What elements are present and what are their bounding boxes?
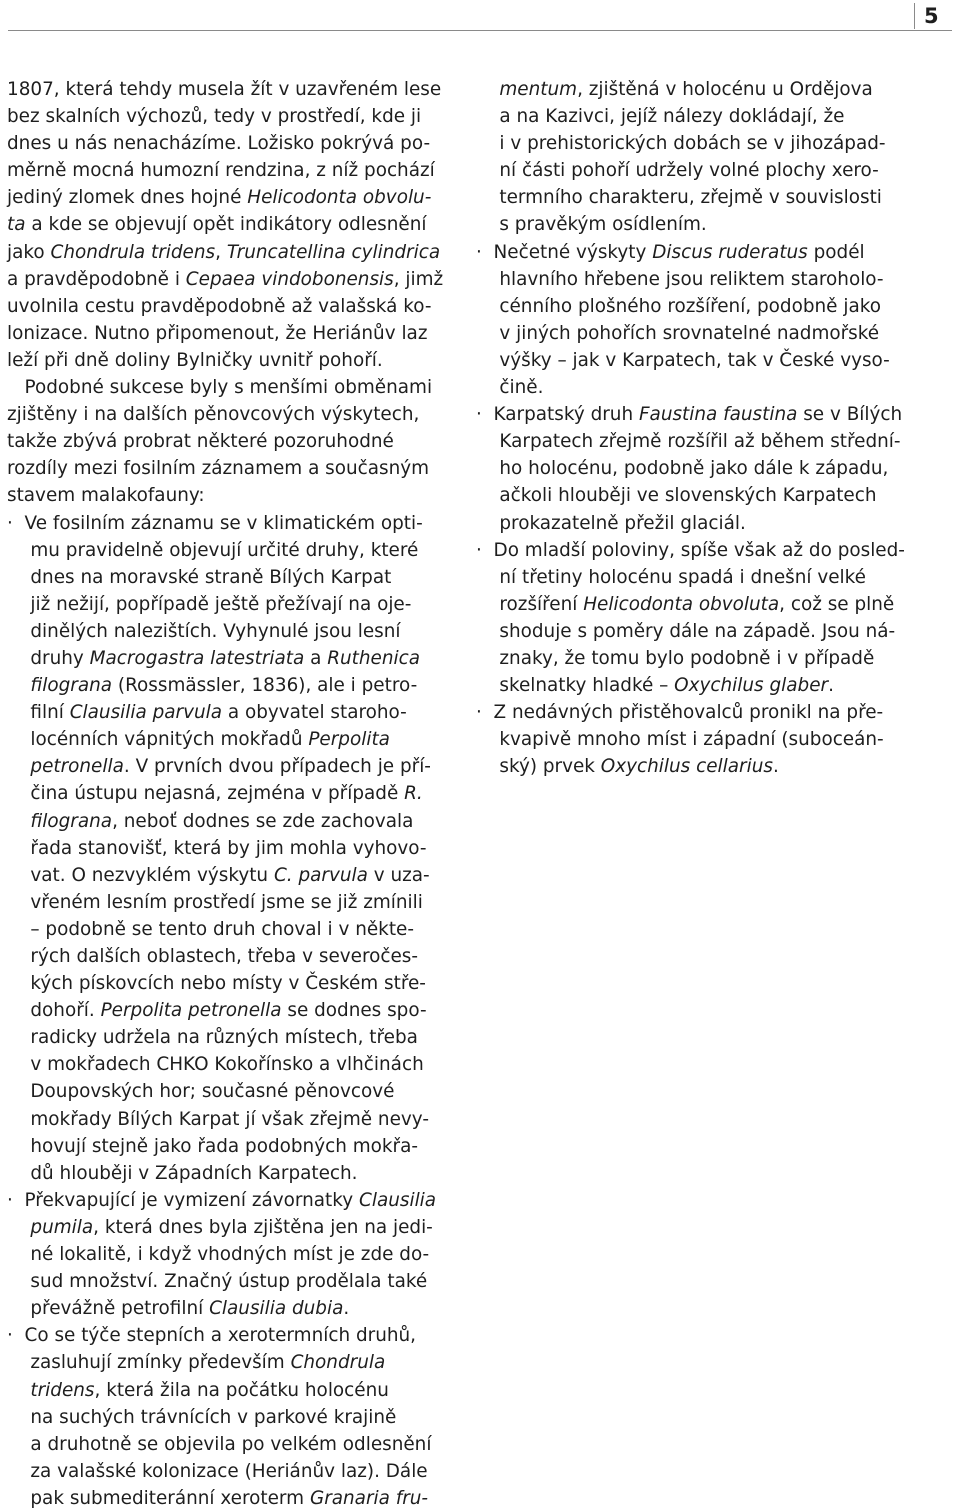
text-segment: a: [304, 647, 328, 669]
text-line: [7, 591, 445, 618]
text-segment: termního charakteru, zřejmě v souvislosti: [476, 187, 882, 209]
text-line: [7, 1133, 445, 1160]
text-segment: ho holocénu, podobně jako dále k západu,: [476, 458, 889, 480]
text-segment: , která žila na počátku holocénu: [94, 1379, 389, 1401]
text-line: [476, 239, 920, 266]
text-segment: dohoří.: [7, 1000, 101, 1022]
species-name: Macrogastra latestriata: [89, 647, 305, 669]
text-segment: v mokřadech CHKO Kokořínsko a vlhčinách: [7, 1054, 424, 1076]
text-line: [476, 293, 920, 320]
text-line: [7, 1485, 445, 1512]
text-segment: bez skalních výchozů, tedy v prostředí, kde ji: [7, 106, 422, 128]
species-name: Oxychilus cellarius: [600, 756, 773, 778]
text-segment: filní: [7, 702, 70, 724]
text-segment: s pravěkým osídlením.: [476, 214, 707, 236]
text-segment: – podobně se tento druh choval i v někte-: [7, 918, 414, 940]
text-segment: mokřady Bílých Karpat jí však zřejmě nevy-: [7, 1108, 429, 1130]
text-segment: · Do mladší poloviny, spíše však až do posled-: [476, 539, 905, 561]
text-segment: jediný zlomek dnes hojné: [7, 187, 248, 209]
text-line: [7, 862, 445, 889]
text-segment: převážně petrofilní: [7, 1298, 210, 1320]
species-name: Discus ruderatus: [652, 241, 808, 263]
text-segment: né lokalitě, i když vhodných míst je zde do-: [7, 1244, 430, 1266]
text-line: [476, 645, 920, 672]
text-segment: ,: [215, 241, 227, 263]
text-line: [7, 157, 445, 184]
text-segment: již nežijí, popřípadě ještě přežívají na oje-: [7, 593, 412, 615]
text-segment: · Z nedávných přistěhovalců pronikl na pře-: [476, 702, 884, 724]
text-line: [476, 320, 920, 347]
text-segment: na suchých trávnících v parkové krajině: [7, 1406, 397, 1428]
text-segment: zasluhují zmínky především: [7, 1352, 291, 1374]
text-line: [7, 1431, 445, 1458]
text-line: [476, 184, 920, 211]
text-segment: skelnatky hladké –: [476, 675, 675, 697]
text-segment: . V prvních dvou případech je pří-: [123, 756, 431, 778]
species-name: Truncatellina cylindrica: [226, 241, 441, 263]
text-segment: se v Bílých: [797, 404, 903, 426]
text-segment: , což se plně: [779, 593, 895, 615]
text-segment: a obyvatel staroho-: [222, 702, 407, 724]
text-segment: Karpatech zřejmě rozšířil až během střední-: [476, 431, 901, 453]
text-segment: .: [772, 756, 779, 778]
text-segment: sud množství. Značný ústup prodělala také: [7, 1271, 428, 1293]
text-line: [7, 211, 445, 238]
text-line: [7, 1187, 445, 1214]
text-segment: hlavního hřebene jsou reliktem staroholo-: [476, 268, 884, 290]
text-segment: , zjištěná v holocénu u Ordějova: [577, 79, 873, 100]
text-segment: , která dnes byla zjištěna jen na jedi-: [93, 1216, 433, 1238]
species-name: mentum: [499, 79, 578, 100]
text-segment: i v prehistorických dobách se v jihozápad-: [476, 133, 886, 155]
text-line: [7, 130, 445, 157]
text-segment: dinělých nalezištích. Vyhynulé jsou lesní: [7, 620, 401, 642]
species-name: ta: [7, 214, 26, 236]
text-segment: shoduje s poměry dále na západě. Jsou ná-: [476, 620, 896, 642]
text-line: [7, 239, 445, 266]
text-line: [7, 753, 445, 780]
text-line: [7, 726, 445, 753]
text-line: [476, 401, 920, 428]
text-segment: a kde se objevují opět indikátory odlesnění: [25, 214, 427, 236]
text-segment: , jimž: [393, 268, 444, 290]
text-segment: ský) prvek: [476, 756, 601, 778]
text-segment: (Rossmässler, 1836), ale i petro-: [112, 675, 418, 697]
text-line: [476, 672, 920, 699]
header-rule: [8, 30, 952, 31]
text-segment: takže zbývá probrat některé pozoruhodné: [7, 431, 394, 453]
text-line: [7, 1051, 445, 1078]
text-segment: mu pravidelně objevují určité druhy, které: [7, 539, 419, 561]
text-line: [476, 564, 920, 591]
species-name: Perpolita petronella: [100, 1000, 282, 1022]
text-line: [7, 347, 445, 374]
text-line: [7, 997, 445, 1024]
text-segment: čině.: [476, 377, 544, 399]
text-segment: dů hlouběji v Západních Karpatech.: [7, 1162, 358, 1184]
text-line: [476, 347, 920, 374]
species-name: petronella: [30, 756, 124, 778]
text-segment: .: [343, 1298, 350, 1320]
text-line: [7, 1322, 445, 1349]
species-name: filograna: [30, 675, 113, 697]
text-line: [7, 672, 445, 699]
text-line: [476, 753, 920, 780]
text-segment: Podobné sukcese byly s menšími obměnami: [7, 377, 433, 399]
text-segment: [7, 1217, 30, 1238]
text-line: [476, 374, 920, 401]
text-segment: vat. O nezvyklém výskytu: [7, 864, 274, 886]
text-segment: dnes u nás nenacházíme. Ložisko pokrývá po-: [7, 133, 431, 155]
text-segment: [476, 79, 499, 100]
text-line: [7, 1160, 445, 1187]
species-name: Clausilia parvula: [69, 702, 223, 724]
text-line: [7, 889, 445, 916]
species-name: Chondrula tridens: [50, 241, 216, 263]
species-name: tridens: [30, 1379, 95, 1401]
text-segment: uvolnila cestu pravděpodobně až valašská ko-: [7, 295, 432, 317]
text-segment: řada stanovišť, která by jim mohla vyhovo-: [7, 837, 427, 859]
text-line: [7, 482, 445, 509]
text-segment: · Co se týče stepních a xerotermních druhů,: [7, 1325, 417, 1347]
left-text-column: [7, 76, 445, 1512]
text-line: [7, 455, 445, 482]
text-segment: kých pískovcích nebo místy v Českém stře-: [7, 973, 426, 995]
page-number-divider: [914, 3, 915, 29]
text-line: [476, 699, 920, 726]
species-name: Helicodonta obvoluta: [583, 593, 780, 615]
text-segment: podél: [807, 241, 865, 263]
text-line: [476, 103, 920, 130]
text-segment: měrně mocná humozní rendzina, z níž pochází: [7, 160, 435, 182]
text-segment: ačkoli hlouběji ve slovenských Karpatech: [476, 485, 877, 507]
text-segment: hovují stejně jako řada podobných mokřa-: [7, 1135, 418, 1157]
text-segment: za valašské kolonizace (Heriánův laz). Dále: [7, 1460, 428, 1482]
text-segment: , neboť dodnes se zde zachovala: [112, 810, 414, 832]
text-segment: cénního plošného rozšíření, podobně jako: [476, 295, 881, 317]
text-segment: · Nečetné výskyty: [476, 241, 653, 263]
text-segment: · Ve fosilním záznamu se v klimatickém opti-: [7, 512, 423, 534]
text-line: [476, 157, 920, 184]
text-line: [7, 835, 445, 862]
text-segment: rých dalších oblastech, třeba v severočes-: [7, 946, 419, 967]
text-line: [476, 266, 920, 293]
text-line: [476, 618, 920, 645]
text-line: [7, 1106, 445, 1133]
text-segment: pak submediteránní xeroterm: [7, 1487, 310, 1509]
text-line: [7, 808, 445, 835]
page-number: 5: [924, 4, 939, 28]
text-segment: ní třetiny holocénu spadá i dnešní velké: [476, 566, 866, 588]
text-line: [7, 970, 445, 997]
text-line: [7, 1268, 445, 1295]
text-line: [7, 916, 445, 943]
text-line: [7, 320, 445, 347]
text-segment: 1807, která tehdy musela žít v uzavřeném lese: [7, 79, 442, 100]
text-segment: stavem malakofauny:: [7, 485, 205, 507]
species-name: Chondrula: [290, 1352, 386, 1374]
text-segment: ní části pohoří udržely volné plochy xero-: [476, 160, 879, 182]
text-segment: · Karpatský druh: [476, 404, 639, 426]
text-segment: čina ústupu nejasná, zejména v případě: [7, 783, 405, 805]
text-line: [7, 1404, 445, 1431]
text-line: [7, 645, 445, 672]
text-line: [7, 1214, 445, 1241]
text-segment: a pravděpodobně i: [7, 268, 186, 290]
text-line: [7, 699, 445, 726]
species-name: Ruthenica: [327, 647, 420, 669]
species-name: Clausilia: [359, 1189, 437, 1211]
species-name: R.: [404, 783, 423, 805]
text-segment: .: [828, 675, 834, 697]
text-segment: rozdíly mezi fosilním záznamem a současným: [7, 458, 430, 480]
text-line: [7, 184, 445, 211]
text-segment: · Překvapující je vymizení závornatky: [7, 1189, 359, 1211]
text-segment: dnes na moravské straně Bílých Karpat: [7, 566, 392, 588]
text-segment: leží při dně doliny Bylničky uvnitř pohoří.: [7, 349, 383, 371]
species-name: Faustina faustina: [638, 404, 798, 426]
species-name: Oxychilus glaber: [674, 675, 829, 697]
text-line: [7, 943, 445, 970]
species-name: Helicodonta obvolu-: [247, 187, 432, 209]
species-name: Cepaea vindobonensis: [185, 268, 394, 290]
text-segment: kvapivě mnoho míst i západní (suboceán-: [476, 729, 884, 751]
species-name: Perpolita: [308, 729, 390, 751]
text-segment: [7, 1380, 30, 1401]
text-line: [7, 293, 445, 320]
text-line: [476, 428, 920, 455]
text-segment: výšky – jak v Karpatech, tak v České vyso-: [476, 349, 890, 371]
text-line: [7, 1377, 445, 1404]
text-line: [7, 510, 445, 537]
text-line: [476, 591, 920, 618]
text-line: [476, 455, 920, 482]
text-line: [7, 1458, 445, 1485]
species-name: filograna: [30, 810, 113, 832]
text-segment: prokazatelně přežil glaciál.: [476, 512, 746, 534]
text-line: [476, 130, 920, 157]
text-line: [7, 1241, 445, 1268]
text-line: [476, 211, 920, 238]
text-line: [7, 1295, 445, 1322]
text-line: [476, 510, 920, 537]
text-line: [476, 482, 920, 509]
text-line: [7, 266, 445, 293]
text-segment: a druhotně se objevila po velkém odlesnění: [7, 1433, 432, 1455]
species-name: C. parvula: [273, 864, 368, 886]
text-line: [7, 1078, 445, 1105]
text-line: [7, 564, 445, 591]
text-segment: Doupovských hor; současné pěnovcové: [7, 1081, 395, 1103]
text-segment: locénních vápnitých mokřadů: [7, 729, 309, 751]
right-text-column: [476, 76, 920, 780]
species-name: pumila: [30, 1216, 94, 1238]
text-segment: znaky, že tomu bylo podobně i v případě: [476, 647, 875, 669]
text-segment: zjištěny i na dalších pěnovcových výskytech,: [7, 404, 420, 426]
text-segment: lonizace. Nutno připomenout, že Heriánův laz: [7, 322, 428, 344]
text-line: [476, 726, 920, 753]
text-segment: [7, 811, 30, 832]
text-segment: druhy: [7, 647, 90, 669]
text-segment: v jiných pohořích srovnatelné nadmořské: [476, 322, 880, 344]
text-line: [476, 76, 920, 103]
text-line: [7, 1349, 445, 1376]
text-line: [7, 76, 445, 103]
text-line: [7, 537, 445, 564]
text-segment: a na Kazivci, jejíž nálezy dokládají, že: [476, 106, 845, 128]
text-segment: [7, 756, 30, 777]
text-segment: radicky udržela na různých místech, třeba: [7, 1027, 418, 1049]
text-line: [476, 537, 920, 564]
text-segment: [7, 675, 30, 696]
species-name: Granaria fru-: [309, 1487, 429, 1509]
text-line: [7, 401, 445, 428]
text-line: [7, 780, 445, 807]
text-line: [7, 618, 445, 645]
text-segment: se dodnes spo-: [281, 1000, 427, 1022]
species-name: Clausilia dubia: [209, 1298, 344, 1320]
text-segment: jako: [7, 241, 51, 263]
text-line: [7, 103, 445, 130]
text-segment: v uza-: [367, 864, 430, 886]
text-line: [7, 428, 445, 455]
text-segment: rozšíření: [476, 593, 584, 615]
text-line: [7, 374, 445, 401]
text-segment: vřeném lesním prostředí jsme se již zmínili: [7, 891, 423, 913]
text-line: [7, 1024, 445, 1051]
